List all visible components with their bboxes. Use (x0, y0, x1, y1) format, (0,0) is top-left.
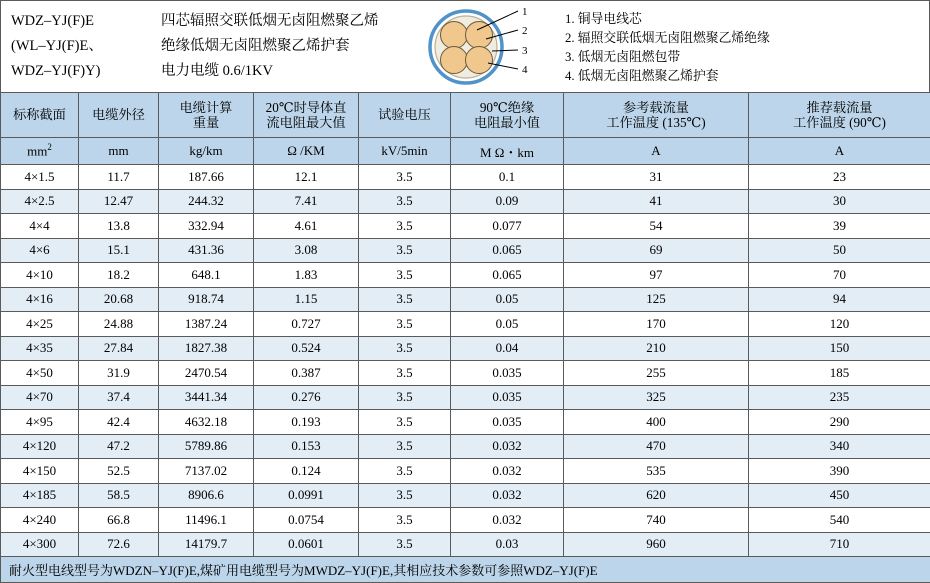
cell-diameter: 42.4 (79, 410, 159, 435)
cell-resistance: 7.41 (254, 189, 359, 214)
cell-section: 4×150 (1, 459, 79, 484)
cable-figure (421, 1, 551, 89)
cell-voltage: 3.5 (359, 189, 451, 214)
cell-weight: 14179.7 (159, 532, 254, 557)
cell-reference-current: 400 (564, 410, 749, 435)
cell-reference-current: 125 (564, 287, 749, 312)
cell-diameter: 12.47 (79, 189, 159, 214)
cell-diameter: 58.5 (79, 483, 159, 508)
table-row (1, 214, 930, 239)
cell-recommended-current: 70 (749, 263, 930, 288)
column-header-insulation-resistance: 90℃绝缘 电阻最小值 (451, 93, 564, 138)
table-row (1, 263, 930, 288)
cell-section: 4×50 (1, 361, 79, 386)
cell-voltage: 3.5 (359, 312, 451, 337)
unit-cell-voltage: kV/5min (359, 138, 451, 165)
cell-resistance: 0.0754 (254, 508, 359, 533)
unit-cell-recommended-current: A (749, 138, 930, 165)
cell-voltage: 3.5 (359, 336, 451, 361)
cell-reference-current: 470 (564, 434, 749, 459)
cell-recommended-current: 390 (749, 459, 930, 484)
cell-insulation: 0.077 (451, 214, 564, 239)
cell-diameter: 52.5 (79, 459, 159, 484)
table-row (1, 287, 930, 312)
cell-weight: 2470.54 (159, 361, 254, 386)
cell-recommended-current: 710 (749, 532, 930, 557)
table-header (1, 93, 930, 138)
cell-resistance: 0.524 (254, 336, 359, 361)
cell-insulation: 0.03 (451, 532, 564, 557)
cell-voltage: 3.5 (359, 385, 451, 410)
cell-diameter: 15.1 (79, 238, 159, 263)
product-description: 绝缘低烟无卤阻燃聚乙烯护套 (161, 34, 421, 59)
column-header-cable-diameter: 电缆外径 (79, 93, 159, 138)
cell-recommended-current: 235 (749, 385, 930, 410)
cell-reference-current: 170 (564, 312, 749, 337)
cell-reference-current: 960 (564, 532, 749, 557)
table-row (1, 434, 930, 459)
cell-weight: 187.66 (159, 165, 254, 190)
cell-section: 4×240 (1, 508, 79, 533)
unit-cell-weight: kg/km (159, 138, 254, 165)
cell-section: 4×185 (1, 483, 79, 508)
cell-weight: 431.36 (159, 238, 254, 263)
cell-voltage: 3.5 (359, 434, 451, 459)
cell-diameter: 27.84 (79, 336, 159, 361)
cell-resistance: 3.08 (254, 238, 359, 263)
cell-voltage: 3.5 (359, 214, 451, 239)
unit-cell-insulation: M Ω・km (451, 138, 564, 165)
table-row (1, 336, 930, 361)
column-header-cable-weight: 电缆计算 重量 (159, 93, 254, 138)
cell-weight: 918.74 (159, 287, 254, 312)
column-header-reference-current: 参考载流量 工作温度 (135℃) (564, 93, 749, 138)
cell-insulation: 0.065 (451, 263, 564, 288)
cell-reference-current: 54 (564, 214, 749, 239)
cell-recommended-current: 340 (749, 434, 930, 459)
table-row (1, 483, 930, 508)
table-row (1, 385, 930, 410)
cell-section: 4×120 (1, 434, 79, 459)
cell-reference-current: 620 (564, 483, 749, 508)
cell-section: 4×35 (1, 336, 79, 361)
cell-resistance: 1.15 (254, 287, 359, 312)
table-row (1, 312, 930, 337)
cell-reference-current: 210 (564, 336, 749, 361)
cell-reference-current: 41 (564, 189, 749, 214)
product-code: WDZ–YJ(F)E (11, 9, 161, 34)
cell-reference-current: 535 (564, 459, 749, 484)
product-description: 四芯辐照交联低烟无卤阻燃聚乙烯 (161, 9, 421, 34)
specifications-table (0, 92, 930, 583)
cell-insulation: 0.035 (451, 410, 564, 435)
cell-reference-current: 31 (564, 165, 749, 190)
cell-resistance: 1.83 (254, 263, 359, 288)
cell-resistance: 0.124 (254, 459, 359, 484)
callout-4: 4 (522, 64, 528, 76)
callout-1: 1 (522, 6, 528, 18)
legend-item: 1. 铜导电线芯 (565, 10, 929, 29)
cell-weight: 5789.86 (159, 434, 254, 459)
cell-section: 4×4 (1, 214, 79, 239)
cell-voltage: 3.5 (359, 165, 451, 190)
cell-section: 4×2.5 (1, 189, 79, 214)
product-name-row (11, 9, 421, 34)
cell-recommended-current: 185 (749, 361, 930, 386)
table-footer-row (1, 557, 930, 583)
table-row (1, 165, 930, 190)
cell-section: 4×6 (1, 238, 79, 263)
unit-cell-reference-current: A (564, 138, 749, 165)
callout-3: 3 (522, 45, 528, 57)
product-description: 电力电缆 0.6/1KV (161, 59, 421, 84)
legend-item: 4. 低烟无卤阻燃聚乙烯护套 (565, 67, 929, 86)
cell-insulation: 0.04 (451, 336, 564, 361)
cell-insulation: 0.032 (451, 508, 564, 533)
cell-resistance: 0.193 (254, 410, 359, 435)
cell-insulation: 0.035 (451, 385, 564, 410)
cell-voltage: 3.5 (359, 459, 451, 484)
column-header-recommended-current: 推荐载流量 工作温度 (90℃) (749, 93, 930, 138)
product-code: (WL–YJ(F)E、 (11, 34, 161, 59)
cell-recommended-current: 290 (749, 410, 930, 435)
unit-cell-section: $mm^2$ (1, 138, 79, 165)
header-block (0, 0, 930, 92)
cell-resistance: 0.0601 (254, 532, 359, 557)
legend-item: 2. 辐照交联低烟无卤阻燃聚乙烯绝缘 (565, 29, 929, 48)
column-header-nominal-section: 标称截面 (1, 93, 79, 138)
cell-insulation: 0.065 (451, 238, 564, 263)
cell-voltage: 3.5 (359, 361, 451, 386)
cell-insulation: 0.032 (451, 459, 564, 484)
table-row (1, 189, 930, 214)
cell-reference-current: 255 (564, 361, 749, 386)
cell-diameter: 47.2 (79, 434, 159, 459)
cell-diameter: 66.8 (79, 508, 159, 533)
cell-resistance: 0.727 (254, 312, 359, 337)
cell-weight: 3441.34 (159, 385, 254, 410)
cell-insulation: 0.05 (451, 312, 564, 337)
cell-weight: 332.94 (159, 214, 254, 239)
cell-section: 4×1.5 (1, 165, 79, 190)
product-name-block (1, 1, 421, 84)
cell-weight: 244.32 (159, 189, 254, 214)
unit-cell-diameter: mm (79, 138, 159, 165)
cell-resistance: 0.0991 (254, 483, 359, 508)
table-row (1, 459, 930, 484)
cell-reference-current: 97 (564, 263, 749, 288)
cell-reference-current: 69 (564, 238, 749, 263)
cell-diameter: 72.6 (79, 532, 159, 557)
cell-voltage: 3.5 (359, 238, 451, 263)
cell-recommended-current: 23 (749, 165, 930, 190)
cell-voltage: 3.5 (359, 410, 451, 435)
table-body (1, 138, 930, 583)
cable-cross-section-icon (422, 5, 550, 89)
cell-diameter: 31.9 (79, 361, 159, 386)
column-header-dc-resistance: 20℃时导体直 流电阻最大值 (254, 93, 359, 138)
cell-insulation: 0.032 (451, 434, 564, 459)
cell-insulation: 0.035 (451, 361, 564, 386)
cell-section: 4×70 (1, 385, 79, 410)
cell-weight: 7137.02 (159, 459, 254, 484)
cell-recommended-current: 450 (749, 483, 930, 508)
cell-section: 4×25 (1, 312, 79, 337)
cell-resistance: 4.61 (254, 214, 359, 239)
cell-reference-current: 325 (564, 385, 749, 410)
cell-weight: 1827.38 (159, 336, 254, 361)
cell-recommended-current: 120 (749, 312, 930, 337)
cell-recommended-current: 50 (749, 238, 930, 263)
cell-insulation: 0.05 (451, 287, 564, 312)
cell-recommended-current: 94 (749, 287, 930, 312)
column-header-test-voltage: 试验电压 (359, 93, 451, 138)
cell-resistance: 12.1 (254, 165, 359, 190)
table-row (1, 508, 930, 533)
units-row (1, 138, 930, 165)
cell-resistance: 0.276 (254, 385, 359, 410)
cell-voltage: 3.5 (359, 508, 451, 533)
cell-resistance: 0.153 (254, 434, 359, 459)
cell-diameter: 24.88 (79, 312, 159, 337)
cell-diameter: 13.8 (79, 214, 159, 239)
cell-diameter: 20.68 (79, 287, 159, 312)
cell-recommended-current: 540 (749, 508, 930, 533)
callout-2: 2 (522, 25, 528, 37)
cell-recommended-current: 39 (749, 214, 930, 239)
table-row (1, 238, 930, 263)
cell-section: 4×300 (1, 532, 79, 557)
footer-note: 耐火型电线型号为WDZN–YJ(F)E,煤矿用电缆型号为MWDZ–YJ(F)E,其相应技术参数可参照WDZ–YJ(F)E (1, 557, 930, 583)
cell-recommended-current: 30 (749, 189, 930, 214)
legend-list (551, 1, 929, 86)
cell-insulation: 0.09 (451, 189, 564, 214)
product-name-row (11, 34, 421, 59)
cell-weight: 11496.1 (159, 508, 254, 533)
cell-reference-current: 740 (564, 508, 749, 533)
cell-weight: 4632.18 (159, 410, 254, 435)
cell-weight: 648.1 (159, 263, 254, 288)
cell-voltage: 3.5 (359, 483, 451, 508)
table-row (1, 532, 930, 557)
cell-diameter: 37.4 (79, 385, 159, 410)
cell-resistance: 0.387 (254, 361, 359, 386)
unit-cell-resistance: Ω /KM (254, 138, 359, 165)
cell-section: 4×10 (1, 263, 79, 288)
product-code: WDZ–YJ(F)Y) (11, 59, 161, 84)
unit-superscript: 2 (47, 142, 52, 152)
cell-insulation: 0.032 (451, 483, 564, 508)
table-row (1, 361, 930, 386)
cell-weight: 8906.6 (159, 483, 254, 508)
cell-section: 4×95 (1, 410, 79, 435)
legend-item: 3. 低烟无卤阻燃包带 (565, 48, 929, 67)
cell-weight: 1387.24 (159, 312, 254, 337)
table-row (1, 410, 930, 435)
cell-diameter: 11.7 (79, 165, 159, 190)
cell-recommended-current: 150 (749, 336, 930, 361)
cell-voltage: 3.5 (359, 532, 451, 557)
cell-insulation: 0.1 (451, 165, 564, 190)
cell-diameter: 18.2 (79, 263, 159, 288)
header-row (1, 93, 930, 138)
cell-section: 4×16 (1, 287, 79, 312)
cell-voltage: 3.5 (359, 287, 451, 312)
product-name-row (11, 59, 421, 84)
cell-voltage: 3.5 (359, 263, 451, 288)
